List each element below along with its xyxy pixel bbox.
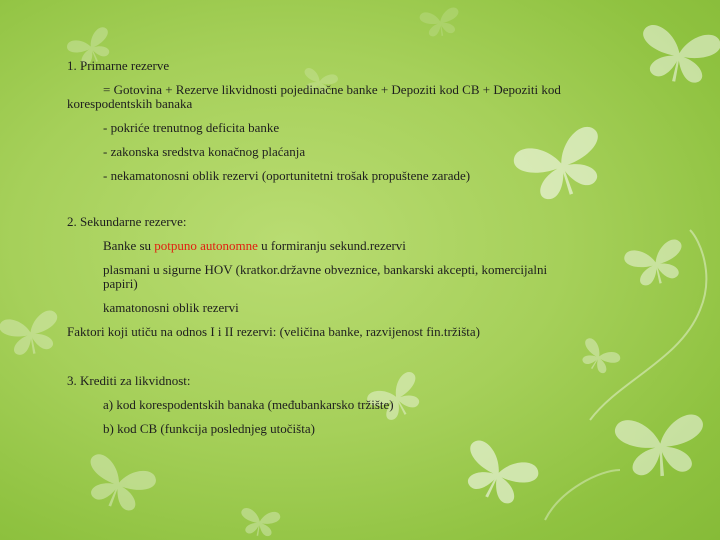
section-2-line: kamatonosni oblik rezervi — [103, 300, 239, 315]
section-1-heading: 1. Primarne rezerve — [67, 58, 170, 73]
factors-line: Faktori koji utiču na odnos I i II rezervi: (veličina banke, razvijenost fin.tržišta) — [67, 324, 480, 339]
section-1-bullet: - nekamatonosni oblik rezervi (oportunitetni trošak propuštene zarade) — [103, 168, 471, 183]
section-2-line — [103, 239, 406, 253]
section-3-item: a) kod korespodentskih banaka (međubankarsko tržište) — [103, 397, 394, 412]
section-2-heading: 2. Sekundarne rezerve: — [67, 214, 187, 229]
section-3-item: b) kod CB (funkcija poslednjeg utočišta) — [103, 421, 315, 436]
section-1-bullet: - zakonska sredstva konačnog plaćanja — [103, 144, 306, 159]
section-2-line: plasmani u sigurne HOV (kratkor.državne obveznice, bankarski akcepti, komercijalni papiri) — [103, 262, 548, 291]
section-2-line-text: u formiranju sekund.rezervi — [257, 238, 406, 253]
section-2-line-text: Banke su — [103, 238, 155, 253]
section-3-heading: 3. Krediti za likvidnost: — [67, 373, 191, 388]
section-1-formula: = Gotovina + Rezerve likvidnosti pojedinačne banke + Depoziti kod CB + Depoziti kod korespodentskih banaka — [67, 82, 561, 111]
section-1-bullet: - pokriće trenutnog deficita banke — [103, 120, 280, 135]
highlighted-text: potpuno autonomne — [154, 238, 258, 253]
